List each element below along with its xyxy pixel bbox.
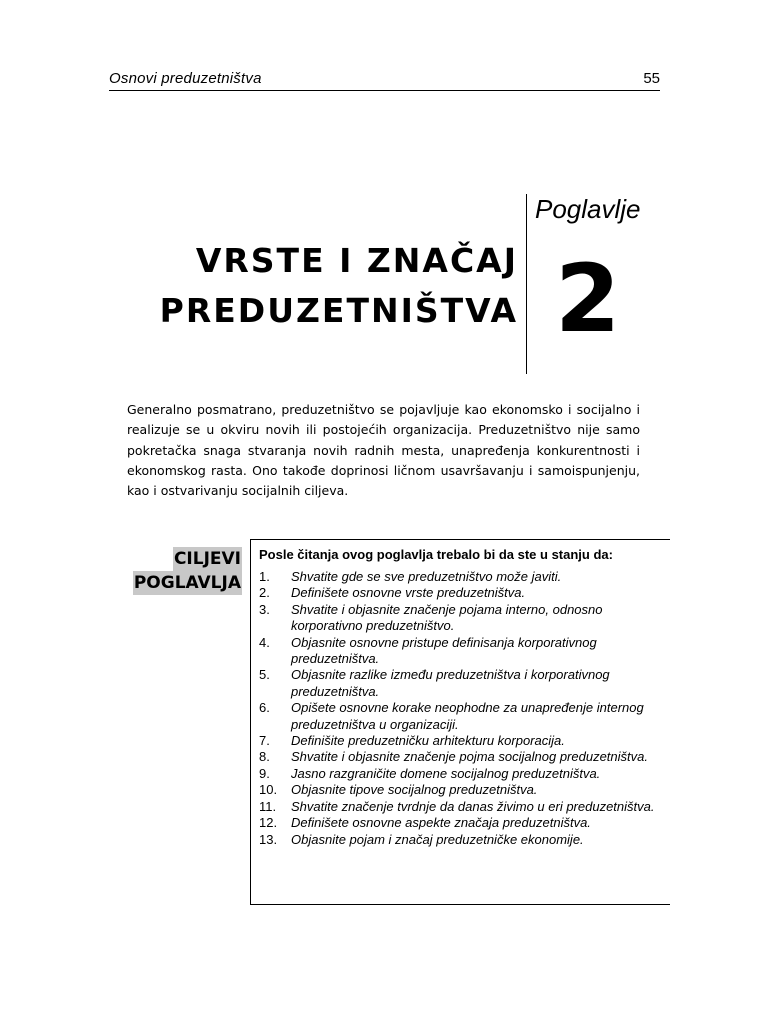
goal-item (259, 815, 670, 831)
goal-text: Definišete osnovne vrste preduzetništva. (291, 585, 526, 601)
goal-number: 6. (259, 700, 270, 716)
chapter-number: 2 (555, 245, 621, 354)
goal-text: Definišete osnovne aspekte značaja preduzetništva. (291, 815, 591, 831)
goal-text: Opišete osnovne korake neophodne za unapređenje internog preduzetništva u organizaciji. (291, 700, 644, 732)
goal-number: 1. (259, 569, 270, 584)
chapter-goals-box (250, 539, 670, 905)
goal-item (259, 766, 670, 782)
goal-text: Definišite preduzetničku arhitekturu korporacija. (291, 733, 565, 749)
goal-text: Shvatite i objasnite značenje pojma socijalnog preduzetništva. (291, 749, 648, 765)
goal-number: 13. (259, 831, 278, 847)
goal-item (259, 782, 670, 798)
goal-item (259, 667, 670, 700)
goal-text: Objasnite osnovne pristupe definisanja korporativnog preduzetništva. (291, 634, 597, 667)
chapter-divider (526, 194, 527, 374)
goal-number: 12. (259, 815, 278, 831)
goals-label-line-2: POGLAVLJA (133, 573, 241, 593)
goal-number: 11. (259, 798, 277, 814)
goals-label-line-1: CILJEVI (173, 549, 241, 569)
page-number: 55 (643, 70, 660, 87)
goal-number: 9. (259, 765, 270, 781)
goal-number: 10. (259, 782, 278, 798)
chapter-title (100, 236, 518, 336)
goal-text: Objasnite tipove socijalnog preduzetništva. (291, 782, 538, 798)
goal-number: 2. (259, 585, 270, 601)
goals-list (259, 569, 670, 848)
goal-item (259, 700, 670, 733)
goal-number: 8. (259, 749, 270, 765)
chapter-title-line-1: VRSTE I ZNAČAJ (195, 241, 518, 280)
chapter-word: Poglavlje (535, 194, 641, 224)
running-header (109, 70, 660, 91)
goal-item (259, 602, 670, 635)
goal-number: 5. (259, 667, 270, 683)
goal-item (259, 585, 670, 601)
goal-number: 4. (259, 634, 270, 650)
goal-item (259, 635, 670, 668)
goal-text: Shvatite gde se sve preduzetništvo može javiti. (291, 569, 562, 584)
goal-text: Jasno razgraničite domene socijalnog preduzetništva. (291, 765, 601, 781)
goal-item (259, 832, 670, 848)
goal-item (259, 799, 670, 815)
goal-text: Shvatite značenje tvrdnje da danas živimo u eri preduzetništva. (291, 798, 655, 814)
goal-item (259, 733, 670, 749)
chapter-goals-label (110, 547, 242, 595)
goal-number: 3. (259, 601, 270, 617)
goals-heading: Posle čitanja ovog poglavlja trebalo bi da ste u stanju da: (259, 547, 613, 562)
goal-number: 7. (259, 733, 270, 749)
running-title: Osnovi preduzetništva (109, 70, 262, 87)
goal-text: Shvatite i objasnite značenje pojama interno, odnosno korporativno preduzetništvo. (291, 601, 603, 634)
intro-paragraph: Generalno posmatrano, preduzetništvo se pojavljuje kao ekonomsko i socijalno i realizuje se u okviru novih ili postojećih organizacija. Preduzetništvo nije samo pokretačka snaga stvaranja novih radnih mesta, unapređenja konkurentnosti i ekonomskog rasta. Ono takođe doprinosi ličnom usavršavanju i samoispunjenju, kao i ostvarivanju socijalnih ciljeva. (127, 402, 640, 499)
goal-text: Objasnite pojam i značaj preduzetničke ekonomije. (291, 831, 584, 847)
chapter-title-line-2: PREDUZETNIŠTVA (159, 291, 518, 330)
goal-item (259, 749, 670, 765)
goal-text: Objasnite razlike između preduzetništva i korporativnog preduzetništva. (291, 667, 610, 699)
goal-item (259, 569, 670, 585)
